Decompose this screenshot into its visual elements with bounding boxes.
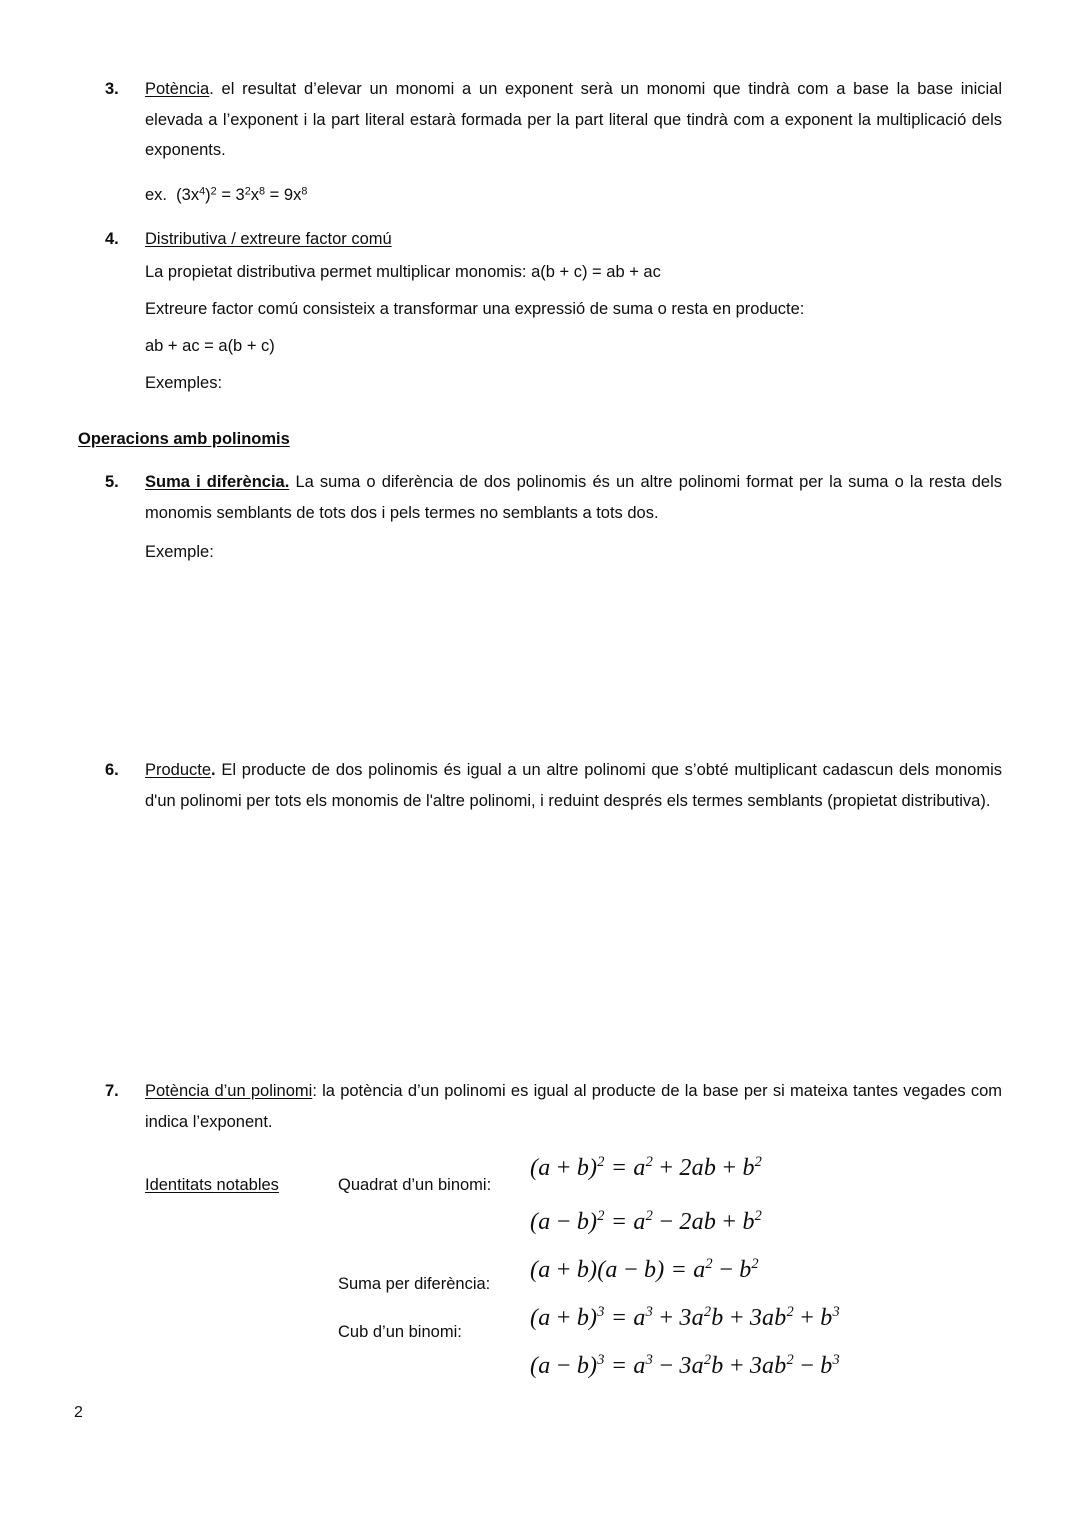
list-item-number: 7. — [105, 1082, 119, 1100]
term-distributiva: Distributiva / extreure factor comú — [145, 230, 392, 248]
list-item-number: 5. — [105, 473, 119, 491]
identity-label-quadrat: Quadrat d’un binomi: — [338, 1176, 492, 1194]
term-suffix: . — [211, 761, 216, 779]
identities-title: Identitats notables — [145, 1176, 279, 1194]
body-text: el resultat d’elevar un monomi a un exponent serà un monomi que tindrà com a base la base inicial elevada a l’exponent i la part literal estarà formada per la part literal que tindrà com a exponent la multiplicació dels exponents. — [145, 80, 1002, 159]
example-line: ex. $(3x^4)^2 = 3^2x^8 = 9x^8$ — [145, 185, 308, 204]
list-item-paragraph — [145, 467, 1002, 528]
distributiva-examples-label — [78, 368, 1002, 399]
distributiva-line-1 — [78, 257, 1002, 288]
body-text: Exemple: — [145, 543, 214, 561]
body-text: Extreure factor comú consisteix a transformar una expressió de suma o resta en producte: — [145, 300, 805, 318]
identity-label-cub: Cub d’un binomi: — [338, 1323, 462, 1341]
list-item-paragraph — [145, 1076, 1002, 1137]
distributiva-line-2 — [78, 294, 1002, 325]
formula-quadrat-resta: $(a - b)^2 = a^2 - 2ab + b^2$ — [530, 1208, 763, 1235]
formula-cub-suma: $(a + b)^3 = a^3 + 3a^2b + 3ab^2 + b^3$ — [530, 1304, 840, 1331]
list-item-number: 4. — [105, 230, 119, 248]
term-suffix: . — [209, 80, 214, 98]
example-space-producte — [78, 865, 1002, 1065]
list-item-producte — [78, 755, 1002, 816]
body-text: El producte de dos polinomis és igual a un altre polinomi que s’obté multiplicant cadascun dels monomis d'un polinomi per tots els monomis de l'altre polinomi, i reduint després els termes semblants (propietat distributiva). — [145, 761, 1002, 810]
example-prefix: ex. — [145, 186, 168, 204]
list-item-number: 3. — [105, 80, 119, 98]
term-producte: Producte — [145, 761, 212, 779]
section-heading-operacions: Operacions amb polinomis — [78, 430, 290, 448]
formula-suma-per-diferencia: $(a + b)(a - b) = a^2 - b^2$ — [530, 1256, 759, 1283]
formula-cub-resta: $(a - b)^3 = a^3 - 3a^2b + 3ab^2 - b^3$ — [530, 1352, 840, 1379]
formula-quadrat-suma: $(a + b)^2 = a^2 + 2ab + b^2$ — [530, 1154, 763, 1181]
body-text: La propietat distributiva permet multiplicar monomis: a(b + c) = ab + ac — [145, 263, 661, 281]
list-item-number: 6. — [105, 761, 119, 779]
list-item-suma-diferencia — [78, 467, 1002, 528]
list-item-distributiva — [78, 224, 1002, 255]
page-number: 2 — [74, 1404, 83, 1421]
example-space-suma-diferencia — [78, 572, 1002, 747]
term-suma-diferencia: Suma i diferència. — [145, 473, 290, 491]
body-text: la potència d’un polinomi es igual al producte de la base per si mateixa tantes vegades com indica l’exponent. — [145, 1082, 1002, 1131]
list-item-potencia-polinomi — [78, 1076, 1002, 1137]
list-item-potencia-monomi — [78, 74, 1002, 166]
distributiva-line-3 — [78, 331, 1002, 362]
term-potencia: Potència — [145, 80, 210, 98]
list-item-paragraph — [145, 74, 1002, 166]
term-potencia-polinomi: Potència d’un polinomi — [145, 1082, 313, 1100]
list-item-heading — [145, 224, 1002, 255]
list-item-paragraph — [145, 755, 1002, 816]
identity-label-suma-per-diferencia: Suma per diferència: — [338, 1275, 491, 1293]
term-suffix: : — [312, 1082, 317, 1100]
body-text: Exemples: — [145, 374, 223, 392]
example-potencia-monomi — [78, 180, 1002, 211]
body-text: ab + ac = a(b + c) — [145, 337, 275, 355]
suma-diferencia-example-label — [78, 537, 1002, 568]
body-text: La suma o diferència de dos polinomis és un altre polinomi format per la suma o la resta dels monomis semblants de tots dos i pels termes no semblants a tots dos. — [145, 473, 1002, 522]
